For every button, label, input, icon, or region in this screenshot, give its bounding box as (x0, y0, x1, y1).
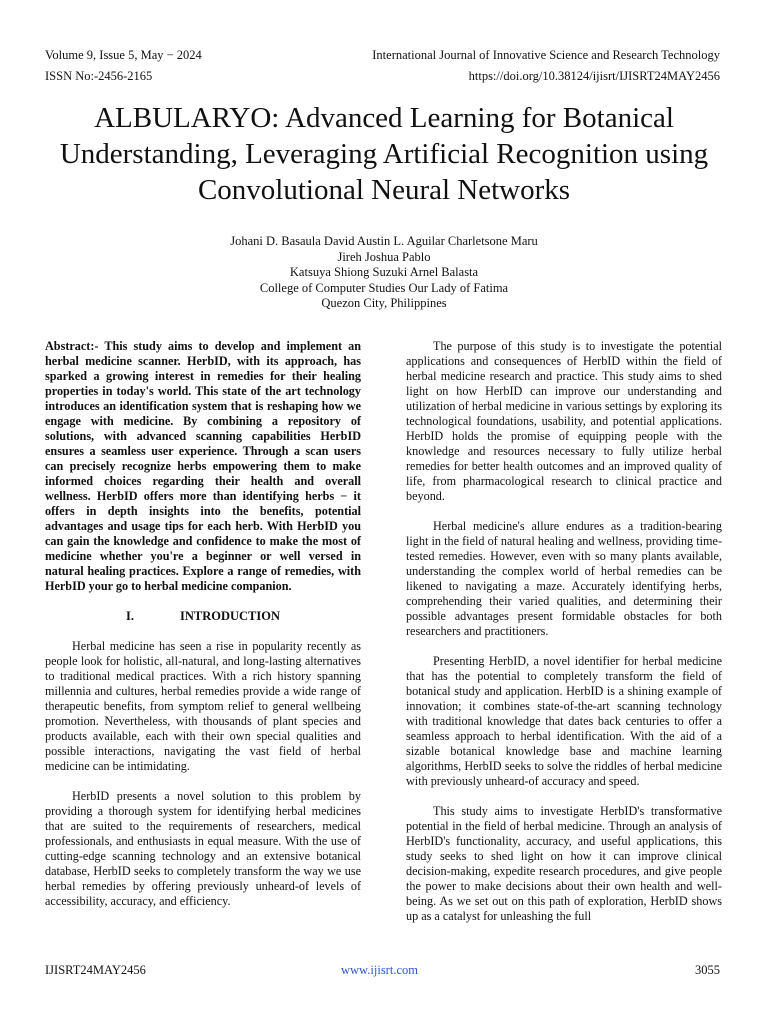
title-line-3: Convolutional Neural Networks (197, 174, 571, 206)
location: Quezon City, Philippines (321, 296, 447, 310)
right-paragraph-3: Presenting HerbID, a novel identifier for herbal medicine that has the potential to completely transform the field of botanical study and application. HerbID is a shining example of innovation; it combines state-of-the-art scanning technology with traditional knowledge that dates back centuries to offer a seamless approach to herbal identification. With the aid of a sizable botanical knowledge base and machine learning algorithms, HerbID seeks to solve the riddles of herbal medicine with previously unheard-of accuracy and speed. (406, 654, 722, 788)
section-heading (45, 609, 361, 624)
author-line-3: Katsuya Shiong Suzuki Arnel Balasta (289, 265, 479, 279)
author-line-1: Johani D. Basaula David Austin L. Aguilar Charletsone Maru (230, 234, 538, 248)
journal-name: International Journal of Innovative Science and Research Technology (372, 48, 720, 62)
footer-page-number: 3055 (695, 963, 720, 977)
title-line-1: ALBULARYO: Advanced Learning for Botanical (94, 102, 674, 134)
right-paragraph-4: This study aims to investigate HerbID's transformative potential in the field of herbal medicine. Through an analysis of HerbID's functionality, accuracy, and useful applications, this study seeks to shed light on how it can improve clinical decision-making, expedite research procedures, and give people the power to make decisions about their own health and well-being. As we set out on this path of exploration, HerbID shows up as a catalyst for unleashing the full (406, 804, 722, 923)
affiliation: College of Computer Studies Our Lady of Fatima (259, 280, 509, 295)
paper-title (30, 100, 738, 208)
issn-number: ISSN No:-2456-2165 (45, 69, 153, 83)
doi-link[interactable]: https://doi.org/10.38124/ijisrt/IJISRT24MAY2456 (468, 69, 720, 83)
footer-paper-id: IJISRT24MAY2456 (45, 963, 146, 977)
right-paragraph-1: The purpose of this study is to investigate the potential applications and consequences of HerbID within the field of herbal medicine research and practice. This study aims to shed light on how HerbID can improve our understanding and utilization of herbal medicine in various settings by exploring its technological foundations, usability, and potential applications. HerbID holds the promise of equipping people with the knowledge and resources necessary to fully utilize herbal remedies for better health outcomes and an improved quality of life, from pharmacological research to clinical practice and beyond. (406, 339, 722, 503)
abstract-text: Abstract:- This study aims to develop and implement an herbal medicine scanner. HerbID, with its approach, has sparked a growing interest in remedies for their healing properties in today's world. This state of the art technology introduces an identification system that is reshaping how we engage with medicine. By combining a repository of solutions, with advanced scanning capabilities HerbID ensures a seamless user experience. Through a scan users can precisely recognize herbs empowering them to make informed choices regarding their health and overall wellness. HerbID offers more than identifying herbs − it offers in depth insights into the benefits, potential advantages and usage tips for each herb. With HerbID you can gain the knowledge and confidence to make the most of medicine whether you're a beginner or well versed in natural healing practices. Explore a range of remedies, with HerbID your go to herbal medicine companion. (45, 339, 361, 593)
section-title: INTRODUCTION (179, 609, 280, 623)
author-block (134, 234, 634, 312)
intro-paragraph-2: HerbID presents a novel solution to this problem by providing a thorough system for identifying herbal medicines that are suited to the requirements of researchers, medical professionals, and enthusiasts in equal measure. With the use of cutting-edge scanning technology and an extensive botanical database, HerbID seeks to completely transform the way we use herbal remedies by offering previously unheard-of levels of accessibility, accuracy, and efficiency. (45, 789, 361, 908)
right-column (406, 339, 722, 924)
author-line-2: Jireh Joshua Pablo (337, 249, 431, 264)
section-number: I. (125, 609, 134, 623)
right-paragraph-2: Herbal medicine's allure endures as a tradition-bearing light in the field of natural healing and wellness, providing time-tested remedies. However, even with so many plants available, understanding the complex world of herbal remedies can be likened to navigating a maze. Accurately identifying herbs, comprehending their varied qualities, and determining their possible advantages present formidable obstacles for both researchers and practitioners. (406, 519, 722, 638)
footer-website-link[interactable]: www.ijisrt.com (341, 963, 418, 977)
title-line-2: Understanding, Leveraging Artificial Recognition using (59, 138, 709, 170)
intro-paragraph-1: Herbal medicine has seen a rise in popularity recently as people look for holistic, all-natural, and long-lasting alternatives to traditional medical practices. With a rich history spanning millennia and cultures, herbal remedies provide a wide range of therapeutic benefits, from symptom relief to general wellbeing promotion. Nevertheless, with thousands of plant species and products available, each with their own special qualities and possible interactions, navigating the vast field of herbal medicine can be intimidating. (45, 639, 361, 773)
journal-volume: Volume 9, Issue 5, May − 2024 (45, 48, 202, 62)
left-column (45, 339, 361, 909)
